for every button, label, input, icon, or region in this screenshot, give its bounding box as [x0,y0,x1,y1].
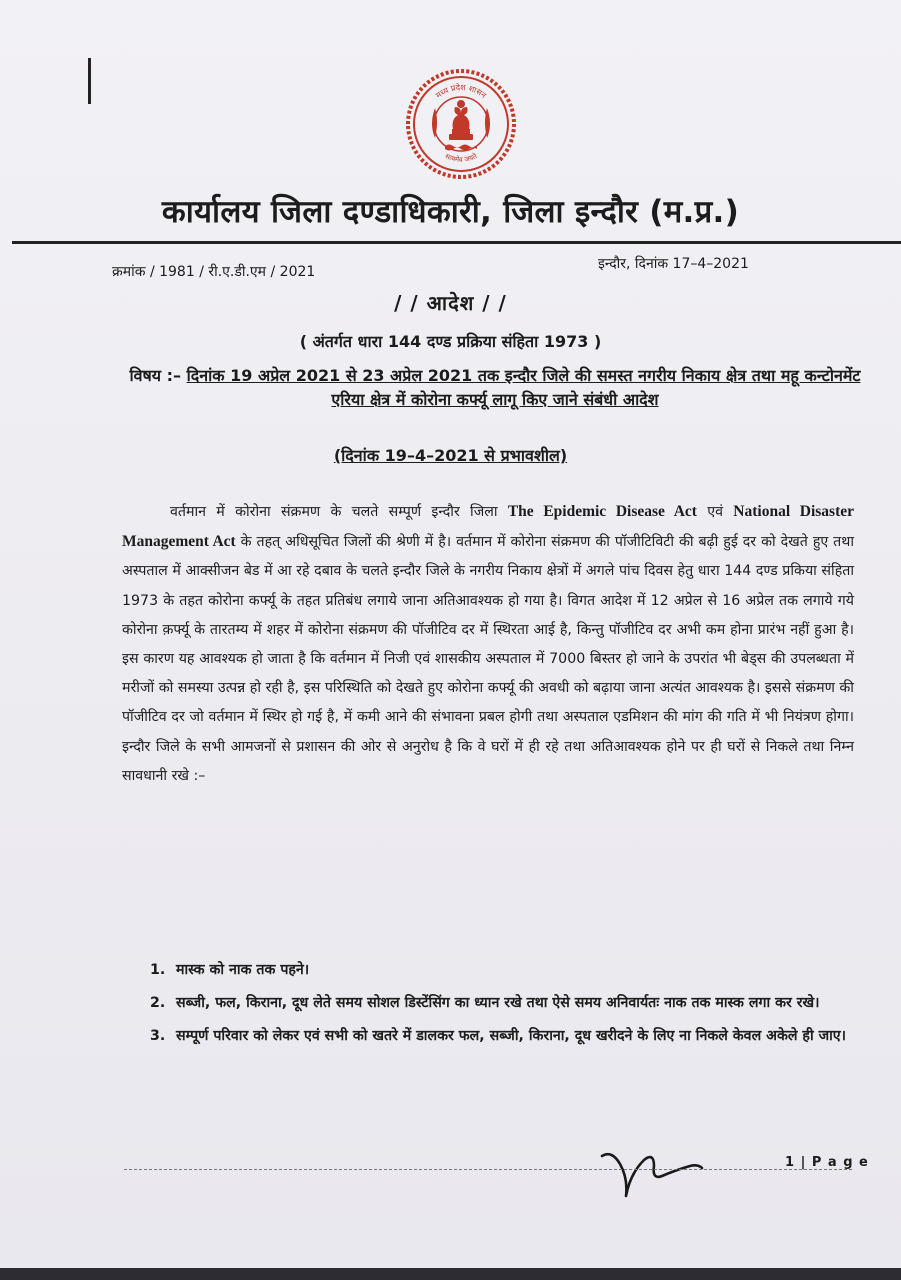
body-text-part1: वर्तमान में कोरोना संक्रमण के चलते सम्पूर्ण इन्दौर जिला [170,504,498,520]
act-name-epidemic: The Epidemic Disease Act [507,503,697,520]
item-text: सब्जी, फल, किराना, दूध लेते समय सोशल डिस्टेंसिंग का ध्यान रखे तथा ऐसे समय अनिवार्यतः नाक तक मास्क लगा कर रखे। [176,995,820,1011]
item-number: 1. [150,962,166,978]
subject-label: विषय :– [129,366,182,385]
footer-rule [124,1169,852,1170]
place-date: इन्दौर, दिनांक 17–4–2021 [598,256,749,272]
body-text-part3: के तहत् अधिसूचित जिलों की श्रेणी में है। वर्तमान में कोरोना संक्रमण की पॉजीटिविटी की बढ़ी हुई दर को देखते हुए तथा अस्पताल में आक्सीजन बेड में आ रहे दबाव के चलते इन्दौर जिले के नगरीय निकाय क्षेत्रों में अगले पांच दिवस हेतु धारा 144 दण्ड प्रकिया संहिता 1973 के तहत कोरोना कर्फ्यू के तहत प्रतिबंध लगाये जाना अतिआवश्यक हो गया है। विगत आदेश में 12 अप्रेल से 16 अप्रेल तक लगाये गये कोरोना क़र्फ्यू के तारतम्य में शहर में कोरोना संक्रमण की पॉजीटिव दर में स्थिरता आई है, किन्तु पॉजीटिव दर अभी कम होना प्रारंभ नहीं हुआ है। इस कारण यह आवश्यक हो जाता है कि वर्तमान में निजी एवं शासकीय अस्पताल में 7000 बिस्तर हो जाने के उपरांत भी बेड्स की उपलब्धता में मरीजों को समस्या उत्पन्न हो रही है, इस परिस्थिति को देखते हुए कोरोना कर्फ्यू की अवधी को बढ़ाया जाना अत्यंत आवश्यक है। इससे संक्रमण की पॉजीटिव दर जो वर्तमान में स्थिर हो गई है, में कमी आने की संभावना प्रबल होगी तथा अस्पताल एडमिशन की मांग की गति में भी नियंत्रण होगा। इन्दौर जिले के सभी आमजनों से प्रशासन की ओर से अनुरोध है कि वे घरों में ही रहे तथा अतिआवश्यक होने पर ही घरों से निकले तथा निम्न सावधानी रखे :– [122,534,855,784]
order-heading: / / आदेश / / [394,291,507,315]
item-text: सम्पूर्ण परिवार को लेकर एवं सभी को खतरे में डालकर फल, सब्जी, किराना, दूध खरीदने के लिए ना निकले केवल अकेले ही जाए। [176,1028,846,1044]
legal-section: ( अंतर्गत धारा 144 दण्ड प्रक्रिया संहिता 1973 ) [299,332,602,351]
list-item [150,989,858,1018]
body-text-part2: एवं [707,504,723,520]
margin-mark [88,58,91,104]
office-title: कार्यालय जिला दण्डाधिकारी, जिला इन्दौर (म.प्र.) [161,194,740,230]
scan-edge [0,1268,901,1280]
svg-text:मध्य प्रदेश शासन: मध्य प्रदेश शासन [434,82,488,101]
header-rule [12,241,901,244]
list-item [150,1022,858,1051]
page-number: 1 | P a g e [785,1155,869,1170]
handwritten-signature-icon [596,1142,706,1202]
svg-text:सत्यमेव जयते: सत्यमेव जयते [443,152,479,165]
act-name-disaster: National Disaster Management Act [122,503,855,551]
item-text: मास्क को नाक तक पहने। [176,962,310,978]
effective-date: (दिनांक 19–4–2021 से प्रभावशील) [333,446,568,465]
precautions-list [150,956,858,1055]
item-number: 3. [150,1028,166,1044]
subject-text: दिनांक 19 अप्रेल 2021 से 23 अप्रेल 2021 तक इन्दौर जिले की समस्त नगरीय निकाय क्षेत्र तथा महू कन्टोनमेंट एरिया क्षेत्र में कोरोना कर्फ्यू लागू किए जाने संबंधी आदेश [186,366,861,409]
list-item [150,956,858,985]
item-number: 2. [150,995,166,1011]
subject [126,364,864,412]
reference-number: क्रमांक / 1981 / री.ए.डी.एम / 2021 [112,264,316,280]
body-paragraph [122,497,854,791]
ashoka-emblem-icon [405,68,517,180]
